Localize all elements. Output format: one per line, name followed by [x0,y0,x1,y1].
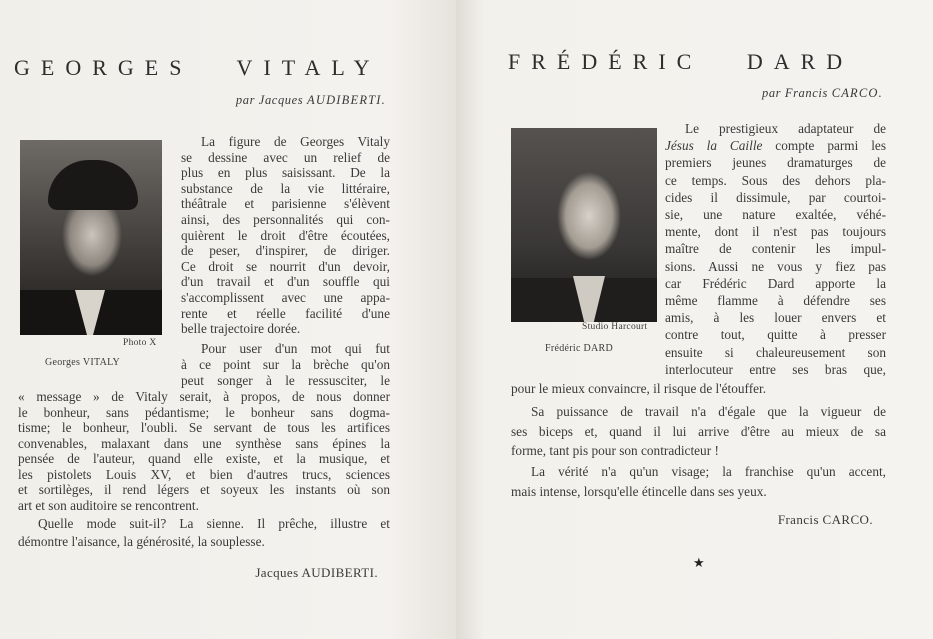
text-line: amis, à les louer envers et [665,310,886,326]
full-width-line [511,380,886,397]
star-ornament-icon: ★ [693,555,705,570]
closing-paragraph [18,515,390,550]
text-line: premiers jeunes dramaturges de [665,155,886,171]
text-line: Sa puissance de travail n'a d'égale que la vigueur de [531,404,886,419]
text-line: car Frédéric Dard apporte la [665,275,886,291]
text-line: les pistolets Louis XV, et bien d'autres trucs, sciences [18,466,390,482]
text-line: art et son auditoire se rencontrent. [18,497,199,513]
text-line: cides il dissimule, par courtoi- [665,189,886,205]
text-line: La figure de Georges Vitaly [201,134,390,149]
text-line: le bonheur, sans pédantisme; le bonheur sans dogma- [18,404,390,420]
hair-shape [48,160,138,210]
text-line: théâtrale et parisienne s'élèvent [181,196,390,212]
text-line: La vérité n'a qu'un visage; la franchise qu'un accent, [531,464,886,479]
byline [762,86,883,101]
photo-caption: Frédéric DARD [545,343,614,354]
play-title: Jésus la Caille [665,138,763,154]
byline-prefix: par Francis [761,86,828,100]
photo-credit: Studio Harcourt [582,322,648,332]
byline [236,93,386,108]
text-line: pensée de l'auteur, quand elle existe, et la musique, et [18,451,390,466]
article-title: FRÉDÉRIC DARD [508,49,854,74]
text-line: plus en plus saisissant. De la [181,165,390,181]
text-line: même flamme à défendre ses [665,293,886,309]
paragraph-2 [511,402,886,461]
column-paragraph-1 [665,120,886,378]
text-line: Quelle mode suit-il? La sienne. Il prêche, illustre et [38,516,390,531]
column-paragraph-2 [181,341,390,389]
text-line: à ce point sur la brèche qu'on [181,357,390,372]
text-line: tisme; le bonheur, l'oubli. Se servant de tous les artifices [18,420,390,435]
text-line: Le prestigieux adaptateur de [685,121,886,136]
photo-caption: Georges VITALY [45,357,121,368]
text-line: se dessine avec un relief de [181,149,390,165]
text-line: s'accomplissent avec une appa- [181,289,390,305]
right-page [456,0,933,639]
text-line: convenables, malaxant dans une synthèse sans épines la [18,435,390,451]
full-width-paragraph [18,389,390,513]
left-page [0,0,456,639]
signature: Jacques AUDIBERTI. [255,565,378,580]
text-line: peut songer à le ressusciter, le [181,373,390,388]
byline-author: AUDIBERTI. [307,93,386,107]
text-line: sions. Aussi ne vous y fiez pas [665,258,886,274]
text-line: rente et réelle facilité d'une [181,305,390,321]
text-line: contre tout, quitte à presser [665,327,886,343]
text-line: interlocuteur entre ses bras que, [665,361,886,377]
text-line: « message » de Vitaly serait, à propos, de nous donner [18,389,390,404]
portrait-photo [511,128,657,322]
text-line: mais intense, lorsqu'elle étincelle dans ses yeux. [511,483,767,499]
column-paragraph-1 [181,134,390,337]
text-line: ensuite si chaleureusement son [665,344,886,360]
text-line: maître de contenir les impul- [665,241,886,257]
text-line: quièrent le droit d'être écoutées, [181,227,390,243]
byline-author: CARCO. [831,86,883,100]
text-line: belle trajectoire dorée. [181,321,301,337]
text-line: substance de la vie littéraire, [181,180,390,196]
text-line: forme, tant pis pour son contradicteur ! [511,443,719,458]
article-title: GEORGES VITALY [14,55,381,80]
text-line: de peser, d'inspirer, de diriger. [181,243,390,259]
text-line: pour le mieux convaincre, il risque de l'étouffer. [511,381,767,396]
byline-prefix: par Jacques [235,93,304,107]
text-line: d'un travail et d'un souffle qui [181,274,390,290]
text-line: démontre l'aisance, la générosité, la souplesse. [18,533,265,549]
text-line: sie, une nature exaltée, véhé- [665,207,886,223]
portrait-photo [20,140,162,335]
signature: Francis CARCO. [777,512,873,527]
text-line: ainsi, des personnalités qui con- [181,211,390,227]
text-line: Pour user d'un mot qui fut [201,341,390,356]
text-line: ses biceps et, quand il lui arrive d'être au mieux de sa [511,423,886,439]
text-line: Jésus la Caille compte parmi les [665,138,886,154]
photo-credit: Photo X [123,338,157,348]
text-line: mente, dont il n'est pas toujours [665,224,886,240]
paragraph-3 [511,462,886,501]
text-line: et sortilèges, il rend légers et soyeux les instants où son [18,482,390,497]
text-line: ce temps. Sous des dehors pla- [665,172,886,188]
text-line: Ce droit se nourrit d'un devoir, [181,258,390,274]
